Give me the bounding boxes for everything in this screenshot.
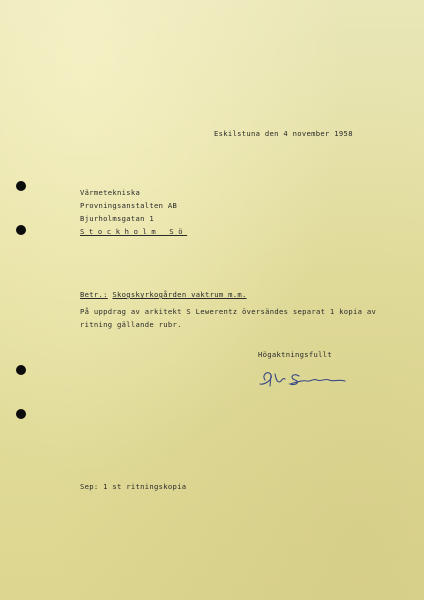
handwritten-signature: [255, 364, 351, 390]
recipient-street: Bjurholmsgatan 1: [80, 214, 155, 223]
punch-hole: [16, 225, 26, 235]
recipient-line-1: Värmetekniska: [80, 188, 141, 197]
body-line-2: ritning gällande rubr.: [80, 320, 182, 329]
punch-hole: [16, 181, 26, 191]
subject-line: [80, 290, 247, 299]
place-date: Eskilstuna den 4 november 1958: [214, 129, 353, 138]
punch-hole: [16, 409, 26, 419]
body-line-1: På uppdrag av arkitekt S Lewerentz översändes separat 1 kopia av: [80, 307, 377, 316]
closing: Högaktningsfullt: [258, 350, 333, 359]
punch-hole: [16, 365, 26, 375]
subject-label: Betr.:: [80, 290, 108, 299]
recipient-city: Stockholm Sö: [80, 227, 188, 236]
subject-text: Skogskyrkogården vaktrum m.m.: [112, 290, 247, 299]
enclosure-note: Sep: 1 st ritningskopia: [80, 482, 187, 491]
recipient-line-2: Provningsanstalten AB: [80, 201, 178, 210]
